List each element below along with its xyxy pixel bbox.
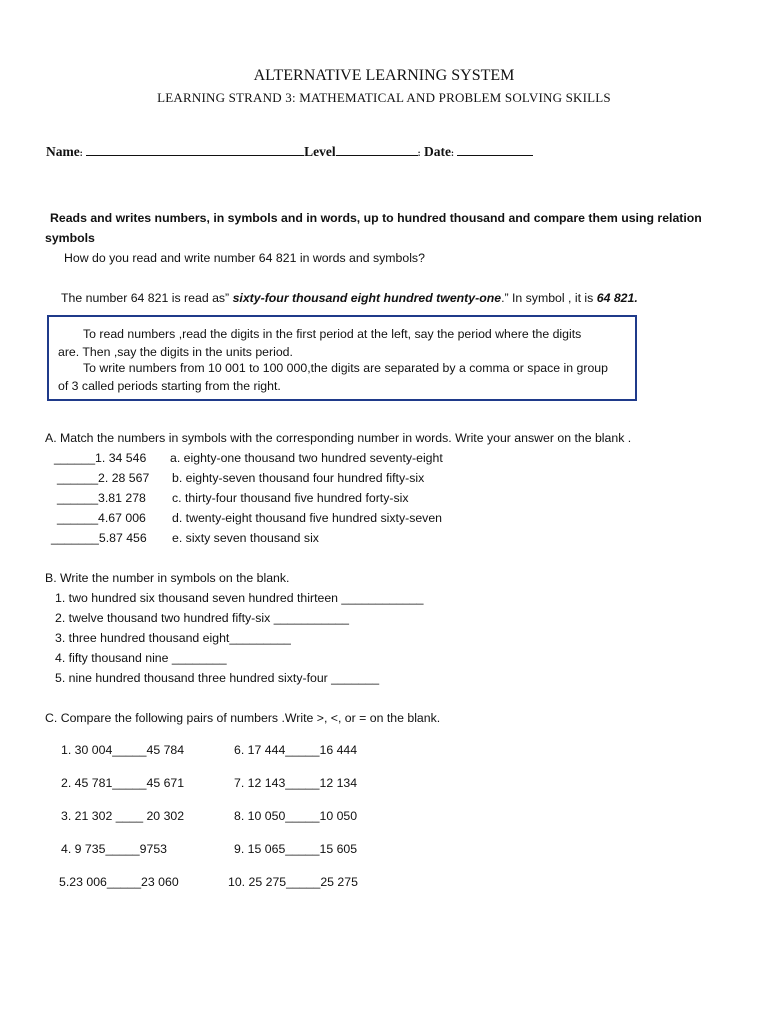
name-colon: : xyxy=(79,148,83,158)
level-label: Level xyxy=(304,144,336,159)
info-line-1: To read numbers ,read the digits in the first period at the left, say the period where the digits xyxy=(83,327,582,341)
compare-item[interactable]: 10. 25 275_____25 275 xyxy=(228,875,358,889)
symbol-item[interactable]: 1. two hundred six thousand seven hundred thirteen ____________ xyxy=(55,591,424,605)
student-info-line xyxy=(46,143,533,160)
match-item-right: e. sixty seven thousand six xyxy=(172,531,319,545)
section-c-instruction: C. Compare the following pairs of numbers .Write >, <, or = on the blank. xyxy=(45,711,441,725)
match-item-left[interactable]: _______5.87 456 xyxy=(51,531,147,545)
match-item-left[interactable]: ______1. 34 546 xyxy=(54,451,147,465)
compare-item[interactable]: 3. 21 302 ____ 20 302 xyxy=(61,809,185,823)
symbol-item[interactable]: 2. twelve thousand two hundred fifty-six ___________ xyxy=(55,611,349,625)
example-prefix: The number 64 821 is read as” xyxy=(61,291,233,305)
match-item-left[interactable]: ______4.67 006 xyxy=(57,511,146,525)
example-words: sixty-four thousand eight hundred twenty-one xyxy=(232,291,502,305)
match-item-right: d. twenty-eight thousand five hundred sixty-seven xyxy=(172,511,443,525)
example-middle: .” In symbol , it is xyxy=(501,291,597,305)
info-line-4: of 3 called periods starting from the right. xyxy=(58,379,281,393)
date-field[interactable] xyxy=(457,143,533,156)
info-line-3: To write numbers from 10 001 to 100 000,the digits are separated by a comma or space in group xyxy=(83,361,608,375)
match-item-right: c. thirty-four thousand five hundred forty-six xyxy=(172,491,409,505)
date-label: Date xyxy=(424,144,451,159)
compare-item[interactable]: 6. 17 444_____16 444 xyxy=(234,743,358,757)
section-a-instruction: A. Match the numbers in symbols with the corresponding number in words. Write your answer on the blank . xyxy=(45,431,632,445)
compare-item[interactable]: 7. 12 143_____12 134 xyxy=(234,776,358,790)
worksheet-subtitle: LEARNING STRAND 3: MATHEMATICAL AND PROBLEM SOLVING SKILLS xyxy=(157,90,611,105)
symbol-item[interactable]: 5. nine hundred thousand three hundred sixty-four _______ xyxy=(55,671,380,685)
example-sentence xyxy=(61,291,638,305)
level-field[interactable] xyxy=(336,143,418,156)
match-item-left[interactable]: ______2. 28 567 xyxy=(57,471,150,485)
name-label: Name xyxy=(46,144,80,159)
compare-item[interactable]: 1. 30 004_____45 784 xyxy=(61,743,185,757)
name-field[interactable] xyxy=(86,143,304,156)
section-b-instruction: B. Write the number in symbols on the blank. xyxy=(45,571,290,585)
worksheet-title: ALTERNATIVE LEARNING SYSTEM xyxy=(253,67,515,84)
match-item-right: a. eighty-one thousand two hundred seventy-eight xyxy=(170,451,443,465)
compare-item[interactable]: 5.23 006_____23 060 xyxy=(59,875,179,889)
compare-item[interactable]: 4. 9 735_____9753 xyxy=(61,842,167,856)
compare-item[interactable]: 9. 15 065_____15 605 xyxy=(234,842,358,856)
info-line-2: are. Then ,say the digits in the units period. xyxy=(58,345,293,359)
symbol-item[interactable]: 4. fifty thousand nine ________ xyxy=(55,651,227,665)
compare-item[interactable]: 2. 45 781_____45 671 xyxy=(61,776,185,790)
date-colon: : xyxy=(451,148,454,158)
level-colon: : xyxy=(417,148,421,158)
symbol-item[interactable]: 3. three hundred thousand eight_________ xyxy=(55,631,291,645)
match-item-left[interactable]: ______3.81 278 xyxy=(57,491,146,505)
compare-item[interactable]: 8. 10 050_____10 050 xyxy=(234,809,358,823)
example-symbol: 64 821. xyxy=(596,291,638,305)
info-box xyxy=(47,315,637,401)
match-item-right: b. eighty-seven thousand four hundred fifty-six xyxy=(172,471,425,485)
objective-line-1: Reads and writes numbers, in symbols and in words, up to hundred thousand and compare them using relation xyxy=(50,211,702,225)
guiding-question: How do you read and write number 64 821 in words and symbols? xyxy=(64,251,425,265)
objective-line-2: symbols xyxy=(45,231,95,245)
